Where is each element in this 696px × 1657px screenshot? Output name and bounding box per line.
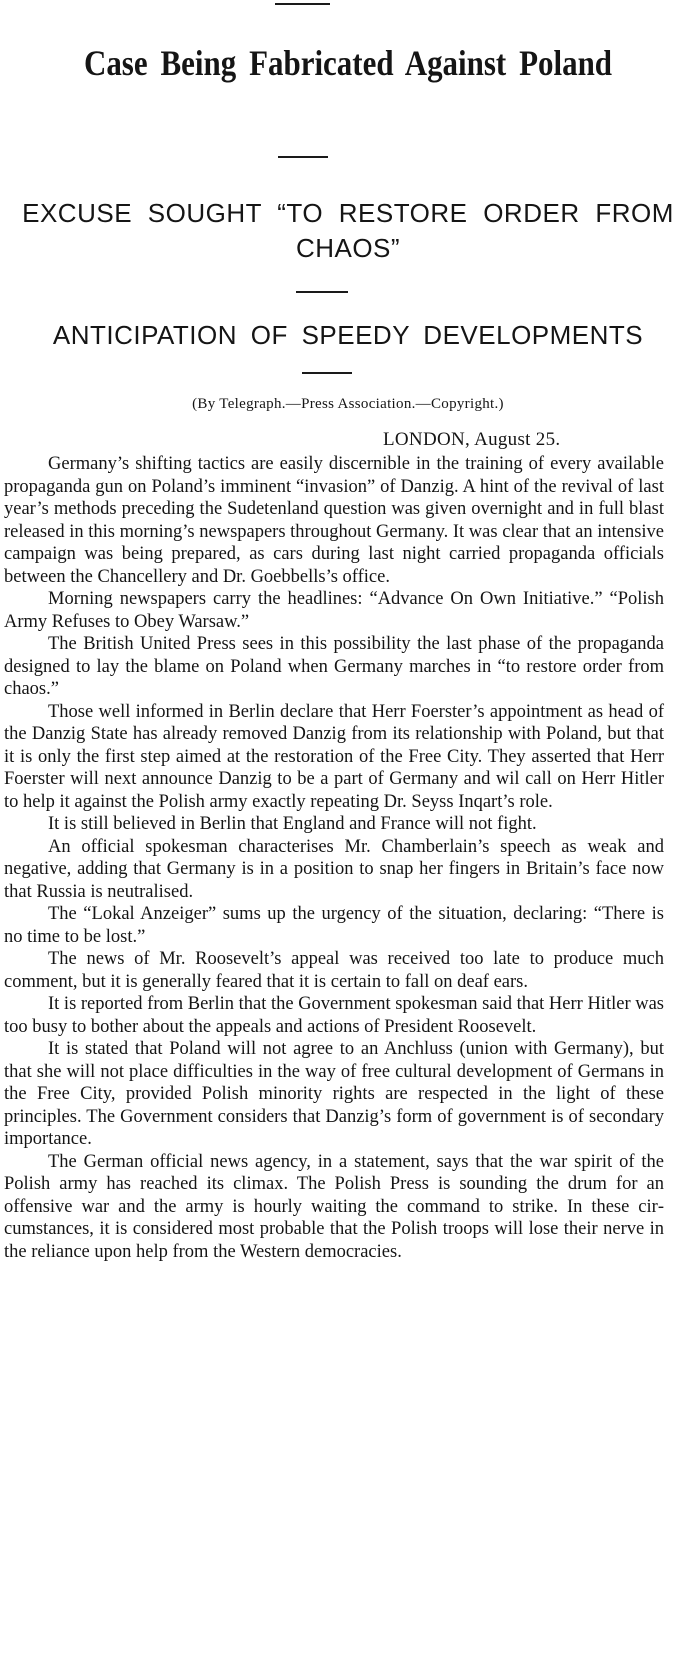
section-rule bbox=[302, 372, 352, 374]
deck-rule bbox=[296, 291, 348, 293]
paragraph: It is reported from Berlin that the Government spokesman said that Herr Hitler was too busy to bother about the appeals and actions of President Roosevelt. bbox=[4, 994, 664, 1037]
deck-primary: EXCUSE SOUGHT “TO RESTORE ORDER FROM CHAOS” bbox=[22, 198, 674, 263]
paragraph: The German official news agency, in a statement, says that the war spirit of the Polish army has reached its climax. The Polish Press is sounding the drum for an offensive war and the army is hourly waiting the command to strike. In these circumstances, it is considered most probable that the Polish troops will lose their nerve in the reliance upon help from the Western democracies. bbox=[4, 1151, 664, 1262]
paragraph: The British United Press sees in this possibility the last phase of the propaganda designed to lay the blame on Poland when Germany marches in “to restore order from chaos.” bbox=[4, 634, 664, 699]
paragraph: Germany’s shifting tactics are easily discernible in the training of every available propaganda gun on Poland’s imminent “invasion” of Danzig. A hint of the revival of last year’s methods preceding the Sudetenland question was given overnight and in full blast released in this morning’s newspapers throughout Germany. It was clear that an intensive campaign was being prepared, as cars during last night carried propaganda officials between the Chancellery and Dr. Goebbells’s office. bbox=[4, 454, 664, 587]
wire-credit: (By Telegraph.—Press Association.—Copyright.) bbox=[192, 396, 504, 412]
paragraph: Those well informed in Berlin declare that Herr Foerster’s appointment as head of the Danzig State has already removed Danzig from its relationship with Poland, but that it is only the first step aimed at the restoration of the Free City. They asserted that Herr Foerster will next announce Danzig to be a part of Germany and wil call on Herr Hitler to help it against the Polish army exactly repeating Dr. Seyss Inqart’s role. bbox=[4, 701, 664, 812]
paragraph: An official spokesman characterises Mr. Chamberlain’s speech as weak and negative, adding that Germany is in a position to snap her fingers in Britain’s face now that Russia is neutralised. bbox=[4, 836, 664, 902]
top-rule bbox=[275, 3, 330, 5]
paragraph: The “Lokal Anzeiger” sums up the urgency of the situation, declaring: “There is no time to be lost.” bbox=[4, 904, 664, 947]
deck-secondary: ANTICIPATION OF SPEEDY DEVELOPMENTS bbox=[52, 320, 644, 350]
paragraph: The news of Mr. Roosevelt’s appeal was received too late to produce much comment, but it is generally feared that it is certain to fall on deaf ears. bbox=[4, 949, 664, 992]
headline: Case Being Fabricated Against Poland bbox=[83, 43, 613, 83]
dateline: LONDON, August 25. bbox=[383, 429, 561, 450]
article-body bbox=[4, 453, 664, 1263]
paragraph: It is still believed in Berlin that England and France will not fight. bbox=[48, 814, 537, 834]
paragraph: Morning newspapers carry the headlines: “Advance On Own Initiative.” “Polish Army Refuses to Obey Warsaw.” bbox=[4, 589, 664, 632]
paragraph: It is stated that Poland will not agree to an Anchluss (union with Germany), but that she will not place difficulties in the way of free cultural development of Germans in the Free City, provided Polish minority rights are respected in the light of these principles. The Government considers that Danzig’s form of government is of secondary importance. bbox=[4, 1039, 664, 1149]
headline-rule bbox=[278, 156, 328, 158]
